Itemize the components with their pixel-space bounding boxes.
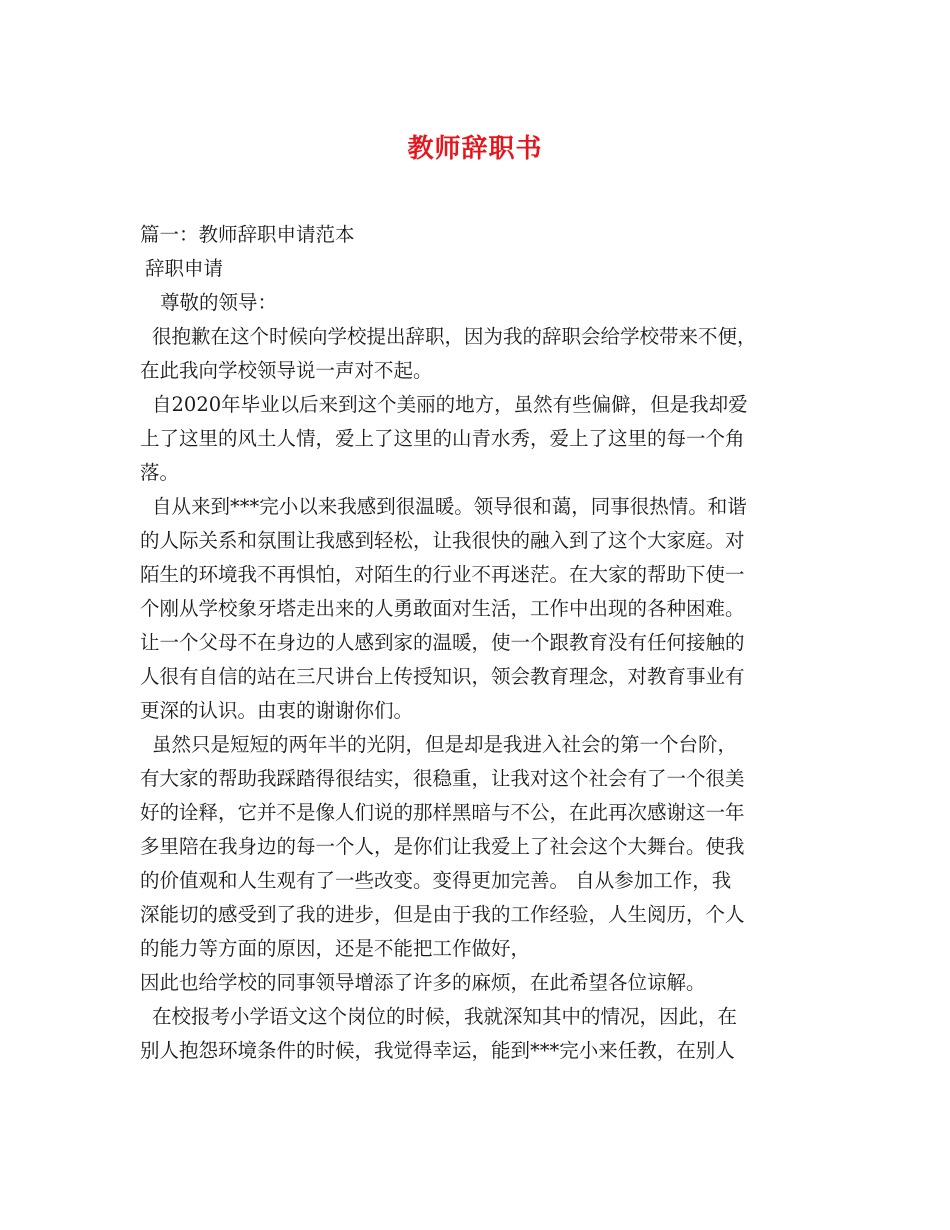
paragraph-line: 的能力等方面的原因，还是不能把工作做好， [140,937,531,960]
paragraph-line: 在此我向学校领导说一声对不起。 [140,359,433,382]
paragraph-line: 很抱歉在这个时候向学校提出辞职，因为我的辞职会给学校带来不便， [152,325,757,348]
paragraph-line: 陌生的环境我不再惧怕，对陌生的行业不再迷茫。在大家的帮助下使一 [140,563,745,586]
paragraph-line: 自2020年毕业以后来到这个美丽的地方，虽然有些偏僻，但是我却爱 [152,393,748,416]
paragraph-line: 自从来到***完小以来我感到很温暖。领导很和蔼，同事很热情。和谐 [152,495,747,518]
section-heading: 篇一：教师辞职申请范本 [140,223,355,246]
paragraph-line: 的人际关系和氛围让我感到轻松，让我很快的融入到了这个大家庭。对 [140,529,745,552]
document-title: 教师辞职书 [407,134,543,164]
paragraph-line: 有大家的帮助我踩踏得很结实，很稳重，让我对这个社会有了一个很美 [140,767,745,790]
paragraph-line: 因此也给学校的同事领导增添了许多的麻烦，在此希望各位谅解。 [140,971,706,994]
paragraph-line: 上了这里的风土人情，爱上了这里的山青水秀，爱上了这里的每一个角 [140,427,745,450]
paragraph-line: 更深的认识。由衷的谢谢你们。 [140,699,414,722]
paragraph-line: 深能切的感受到了我的进步，但是由于我的工作经验，人生阅历，个人 [140,903,745,926]
letter-heading: 辞职申请 [145,257,224,280]
paragraph-line: 多里陪在我身边的每一个人，是你们让我爱上了社会这个大舞台。使我 [140,835,745,858]
paragraph-line: 让一个父母不在身边的人感到家的温暖，使一个跟教育没有任何接触的 [140,631,745,654]
paragraph-line: 的价值观和人生观有了一些改变。变得更加完善。 自从参加工作，我 [140,869,732,892]
paragraph-line: 别人抱怨环境条件的时候，我觉得幸运，能到***完小来任教，在别人 [140,1039,735,1062]
paragraph-line: 好的诠释，它并不是像人们说的那样黑暗与不公，在此再次感谢这一年 [140,801,745,824]
paragraph-line: 人很有自信的站在三尺讲台上传授知识，领会教育理念，对教育事业有 [140,665,745,688]
paragraph-line: 虽然只是短短的两年半的光阴，但是却是我进入社会的第一个台阶， [152,733,738,756]
paragraph-line: 在校报考小学语文这个岗位的时候，我就深知其中的情况，因此，在 [152,1005,738,1028]
document-body [140,218,820,1068]
paragraph-line: 个刚从学校象牙塔走出来的人勇敢面对生活，工作中出现的各种困难。 [140,597,745,620]
salutation: 尊敬的领导： [160,291,278,314]
paragraph-line: 落。 [140,461,180,484]
